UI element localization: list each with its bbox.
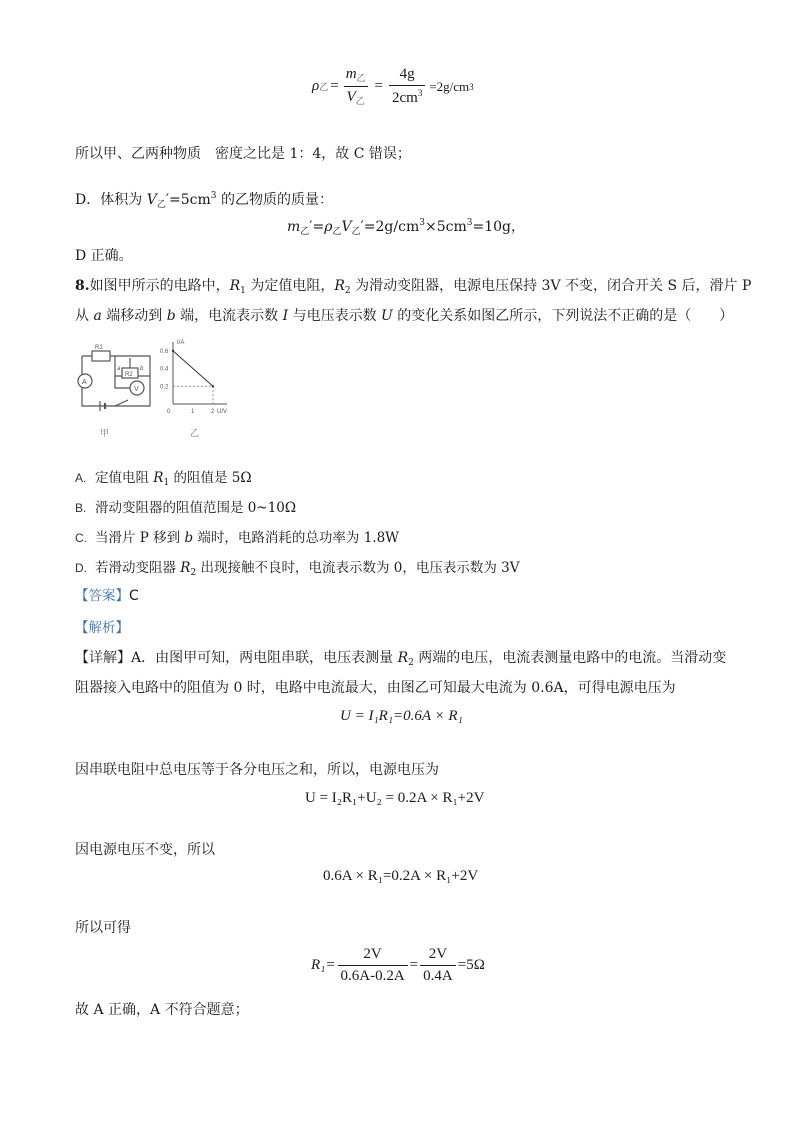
d-correct-line: D 正确。 [75, 248, 133, 264]
graph-point [172, 350, 174, 352]
option-var-sub: 2 [190, 568, 197, 578]
graph-iv-line [173, 351, 213, 386]
graph-x-tick: 2 [211, 409, 215, 415]
r1-resistor [92, 351, 110, 361]
option-b [75, 498, 296, 523]
voltmeter-label: V [134, 386, 139, 393]
option-var: R [153, 470, 164, 486]
detail-line-2: 阻器接入电路中的阻值为 0 时，电路中电流最大，由图乙可知最大电流为 0.6A，可得电源电压为 [75, 680, 676, 696]
option-label: A. [75, 471, 87, 485]
detail-line-3: 因串联电阻中总电压等于各分电压之和，所以，电源电压为 [75, 762, 439, 778]
ammeter-label: A [82, 379, 87, 386]
question-line-2: 从 a 端移动到 b 端，电流表示数 I 与电压表示数 U 的变化关系如图乙所示，下列说法不正确的是（ ） [75, 308, 734, 324]
graph-y-label: I/A [177, 340, 185, 346]
equation-3: 0.6A × R₁=0.2A × R₁+2V [323, 868, 479, 884]
graph-y-tick: 0.6 [160, 348, 169, 355]
detail-line-1: 【详解】A．由图甲可知，两电阻串联，电压表测量 $R_2$ 两端的电压，电流表测量电路中的电流。当滑动变 [75, 650, 727, 668]
detail-line-4: 因电源电压不变，所以 [75, 842, 215, 858]
circuit-r2-label: R2 [125, 372, 133, 378]
circuit-r1-label: R1 [95, 345, 103, 351]
option-c [75, 528, 399, 553]
figure-label-yi: 乙 [190, 428, 200, 438]
circuit-diagram [78, 351, 150, 411]
graph-point [212, 385, 214, 387]
graph-y-tick: 0.4 [160, 366, 169, 373]
answer-line [75, 586, 139, 606]
mass-volume-fraction: $\frac{m_乙}{V_乙}$ [343, 66, 369, 107]
option-text-tail: 的阻值是 5Ω [169, 470, 252, 486]
option-text: 定值电阻 [95, 470, 154, 486]
circuit-a-label: a [117, 366, 121, 372]
numeric-fraction: $\frac{4g}{2cm^3}$ [389, 66, 425, 107]
graph-x-tick: 0 [167, 409, 171, 415]
density-formula: ρ 乙 = $\frac{m_乙}{V_乙}$ = $\frac{4g}{2cm^3}$ =2g/cm 3 [312, 66, 474, 106]
detail-line-5: 所以可得 [75, 920, 131, 936]
fraction-b: $\frac{2V}{0.4A}$ [420, 946, 456, 985]
option-text: 滑动变阻器的阻值范围是 0~10Ω [95, 500, 297, 516]
current-voltage-graph [160, 340, 227, 415]
graph-x-tick: 1 [191, 409, 195, 415]
answer-tag: 【答案】 [75, 588, 129, 604]
question-line-1: 8.如图甲所示的电路中，$R_1$ 为定值电阻，$R_2$ 为滑动变阻器，电源电压保持 3V 不变，闭合开关 S 后，滑片 P [75, 278, 752, 296]
circuit-b-label: b [140, 366, 144, 372]
analysis-tag: 【解析】 [75, 620, 129, 636]
option-text-tail: 出现接触不良时，电流表示数为 0，电压表示数为 3V [196, 560, 520, 576]
rho-symbol: ρ [312, 78, 320, 94]
graph-x-label: U/V [217, 409, 228, 415]
ratio-line: 所以甲、乙两种物质 密度之比是 1：4，故 C 错误； [75, 146, 411, 162]
option-label: B. [75, 501, 87, 515]
option-d [75, 558, 520, 583]
equation-4: R₁= $\frac{2V}{0.6A-0.2A}$ = $\frac{2V}{0.4A}$ =5Ω [311, 946, 485, 984]
option-var-sub: 1 [163, 478, 170, 488]
option-label: D. [75, 561, 87, 575]
option-var: R [180, 560, 191, 576]
mass-equation: $m_乙'=\rho_乙V_乙'=2g/cm^3\times 5cm^3=10g$， [287, 218, 525, 237]
question-figure [70, 336, 270, 446]
option-var: b [184, 530, 194, 546]
option-label: C. [75, 531, 87, 545]
option-text: 若滑动变阻器 [95, 560, 181, 576]
option-text: 当滑片 P 移到 [95, 530, 185, 546]
d-intro-line: D．体积为 $V_乙'=5cm^3$ 的乙物质的质量： [75, 191, 333, 210]
figure-label-jia: 甲 [100, 428, 110, 438]
answer-value: C [129, 588, 139, 604]
switch-lever [115, 400, 128, 406]
equation-2: U = I₂R₁+U₂ = 0.2A × R₁+2V [305, 790, 485, 806]
fraction-a: $\frac{2V}{0.6A-0.2A}$ [338, 946, 408, 985]
option-text-tail: 端时，电路消耗的总功率为 1.8W [193, 530, 400, 546]
detail-line-6: 故 A 正确，A 不符合题意； [75, 1002, 249, 1018]
equation-1: U = I₁R₁=0.6A × R₁ [340, 708, 463, 724]
option-a [75, 468, 252, 493]
graph-y-tick: 0.2 [160, 384, 169, 391]
analysis-line [75, 618, 129, 638]
